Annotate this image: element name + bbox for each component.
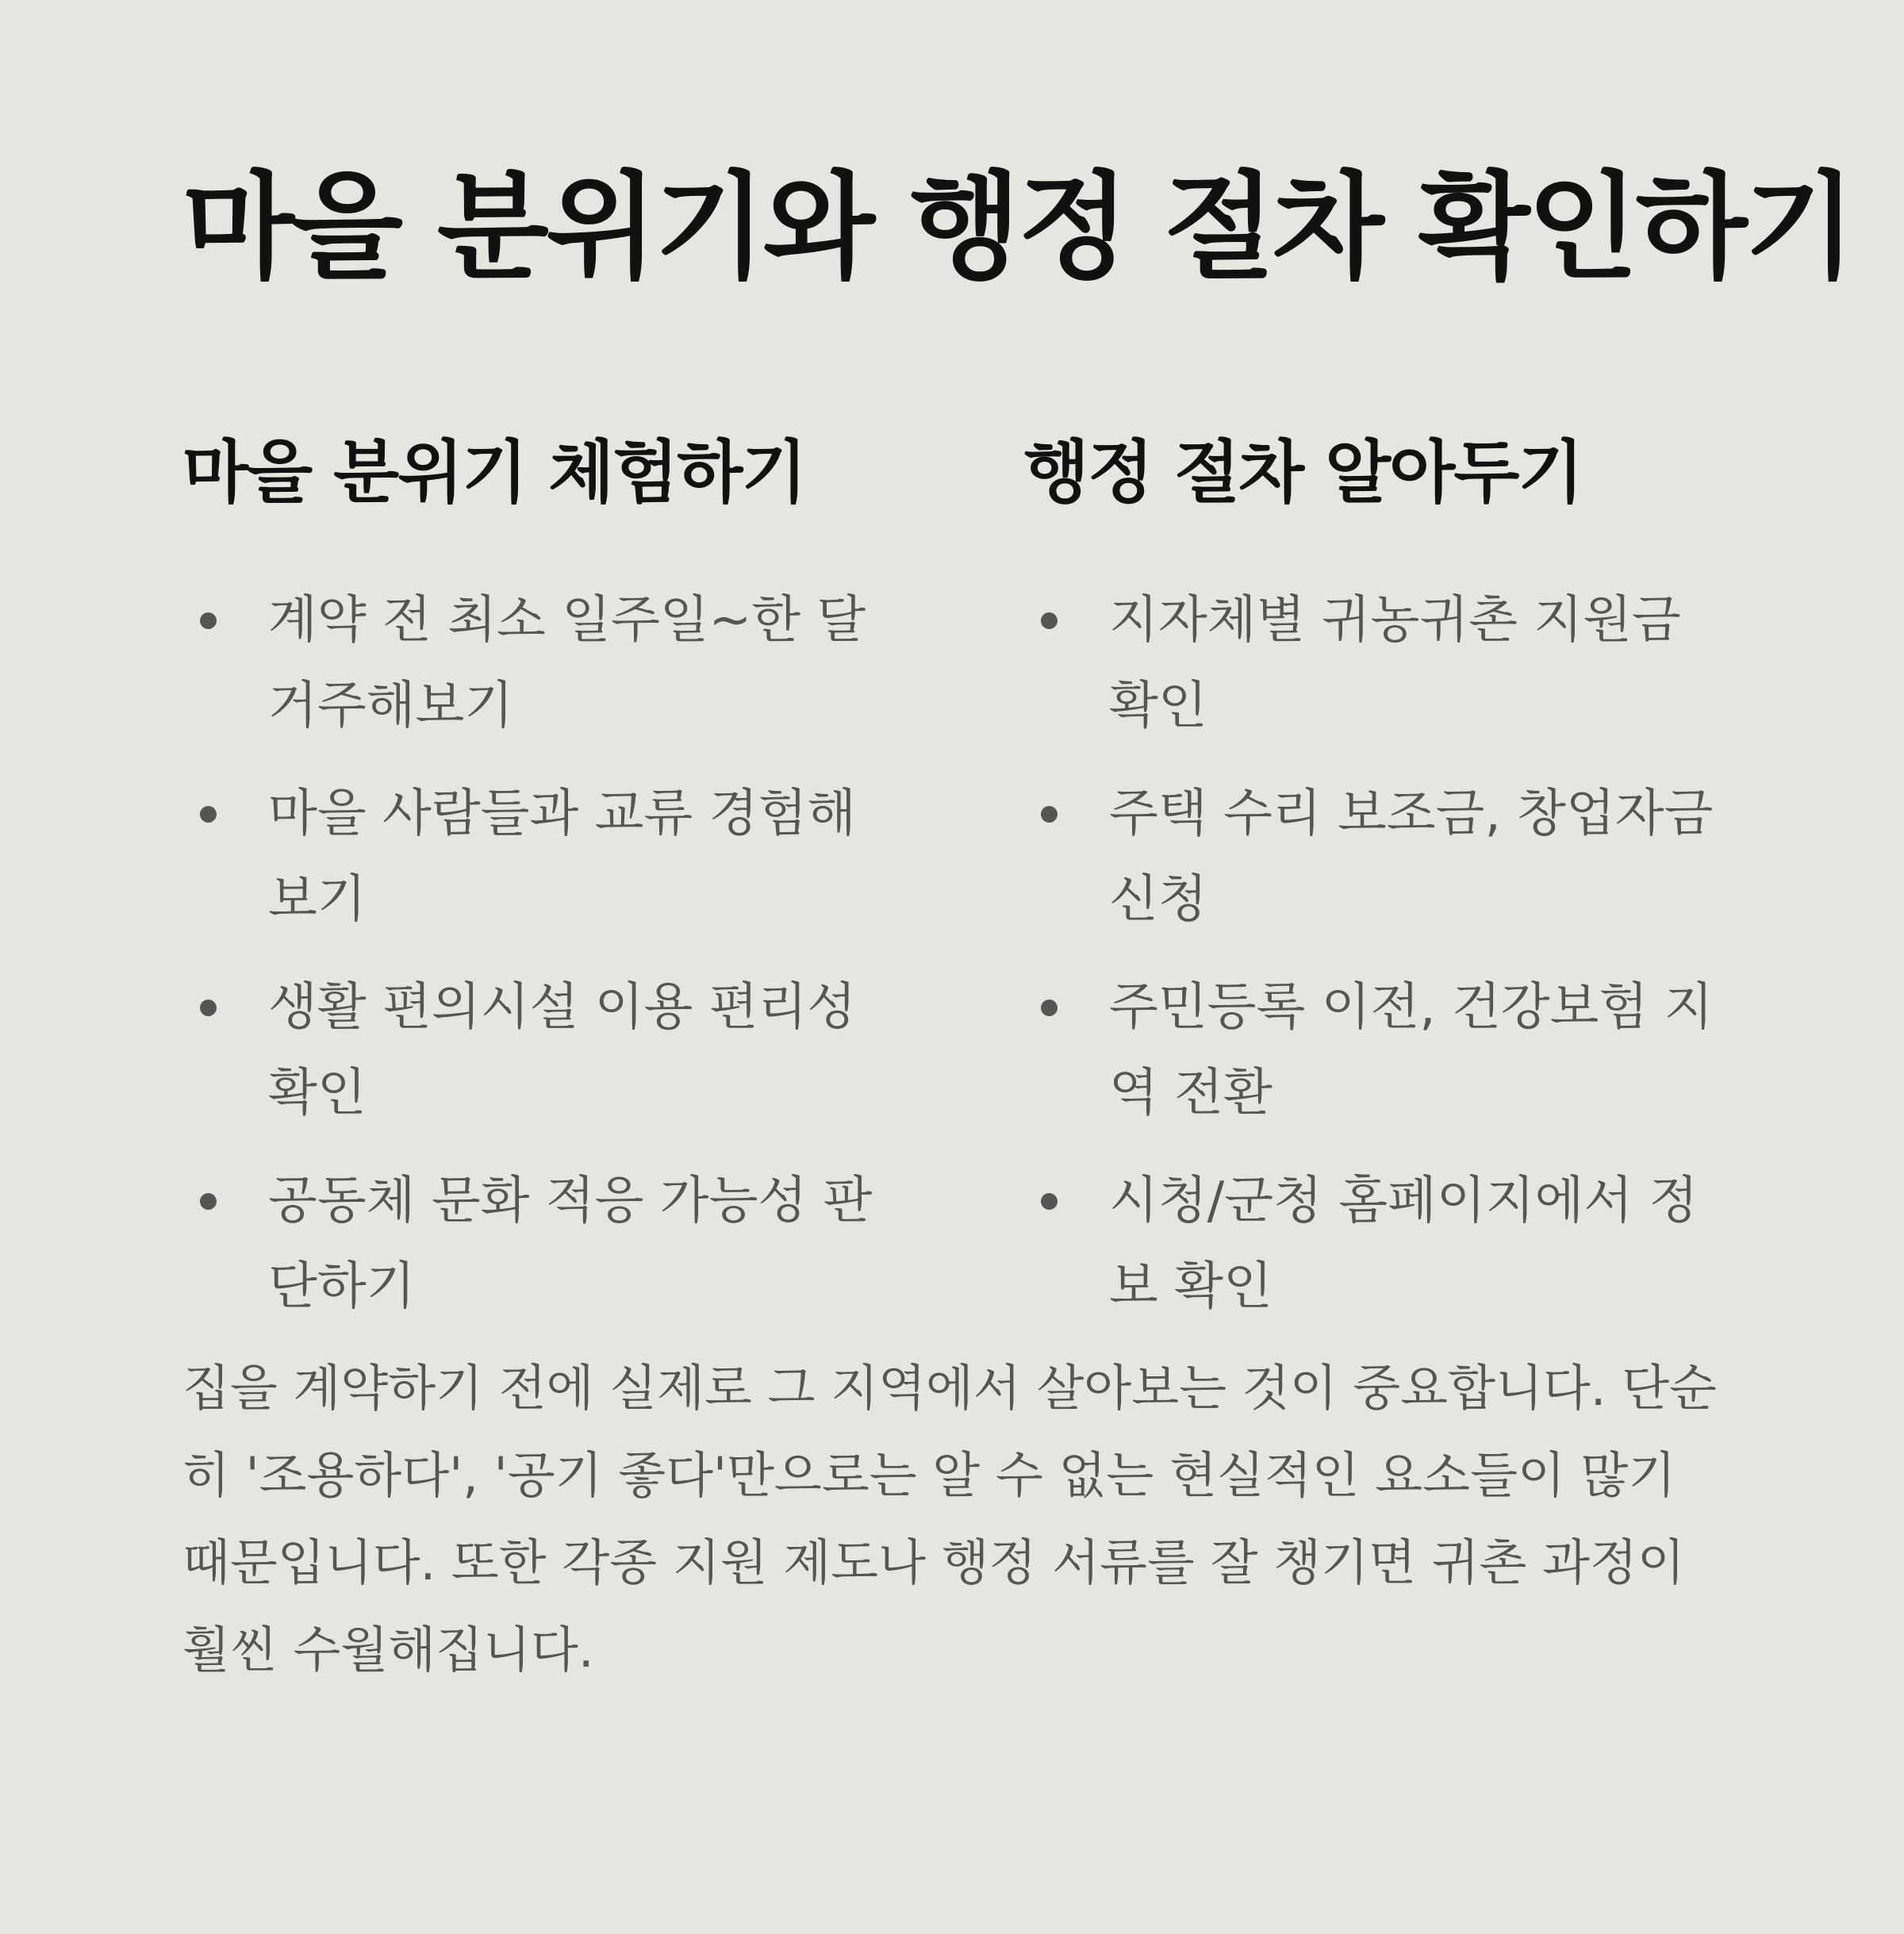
bullet-icon <box>1041 612 1058 629</box>
list-item-text: 주택 수리 보조금, 창업자금 신청 <box>1109 785 1714 930</box>
bullet-icon <box>1041 1193 1058 1210</box>
bullet-icon <box>200 1000 217 1016</box>
right-bullet-list <box>1023 578 1737 1330</box>
list-item <box>182 965 896 1136</box>
list-item-text: 공동체 문화 적응 가능성 판단하기 <box>268 1172 873 1317</box>
list-item-text: 시청/군청 홈페이지에서 정보 확인 <box>1109 1172 1699 1317</box>
list-item <box>1023 1158 1737 1330</box>
list-item-text: 지자체별 귀농귀촌 지원금 확인 <box>1109 591 1681 736</box>
list-item <box>1023 965 1737 1136</box>
list-item <box>1023 578 1737 749</box>
left-column-heading: 마을 분위기 체험하기 <box>182 433 806 513</box>
slide <box>182 159 1853 1694</box>
bullet-icon <box>200 612 217 629</box>
summary-paragraph: 집을 계약하기 전에 실제로 그 지역에서 살아보는 것이 중요합니다. 단순히 '조용하다', '공기 좋다'만으로는 알 수 없는 현실적인 요소들이 많기 때문입니다. 또한 각종 지원 제도나 행정 서류를 잘 챙기면 귀촌 과정이 훨씬 수월해집니다. <box>182 1359 1717 1679</box>
bullet-icon <box>200 806 217 823</box>
right-column-heading: 행정 절차 알아두기 <box>1023 433 1583 513</box>
list-item-text: 계약 전 최소 일주일~한 달 거주해보기 <box>268 591 866 736</box>
list-item-text: 주민등록 이전, 건강보험 지역 전환 <box>1109 978 1714 1123</box>
list-item-text: 생활 편의시설 이용 편리성 확인 <box>268 978 857 1123</box>
list-item <box>1023 771 1737 942</box>
bullet-icon <box>1041 806 1058 823</box>
left-column <box>182 432 896 1352</box>
list-item <box>182 1158 896 1330</box>
bullet-icon <box>1041 1000 1058 1016</box>
list-item <box>182 771 896 942</box>
list-item <box>182 578 896 749</box>
right-column <box>1023 432 1737 1352</box>
two-column-section <box>182 432 1729 1345</box>
bullet-icon <box>200 1193 217 1210</box>
list-item-text: 마을 사람들과 교류 경험해보기 <box>268 785 857 930</box>
left-bullet-list <box>182 578 896 1330</box>
page-title: 마을 분위기와 행정 절차 확인하기 <box>182 160 1853 295</box>
